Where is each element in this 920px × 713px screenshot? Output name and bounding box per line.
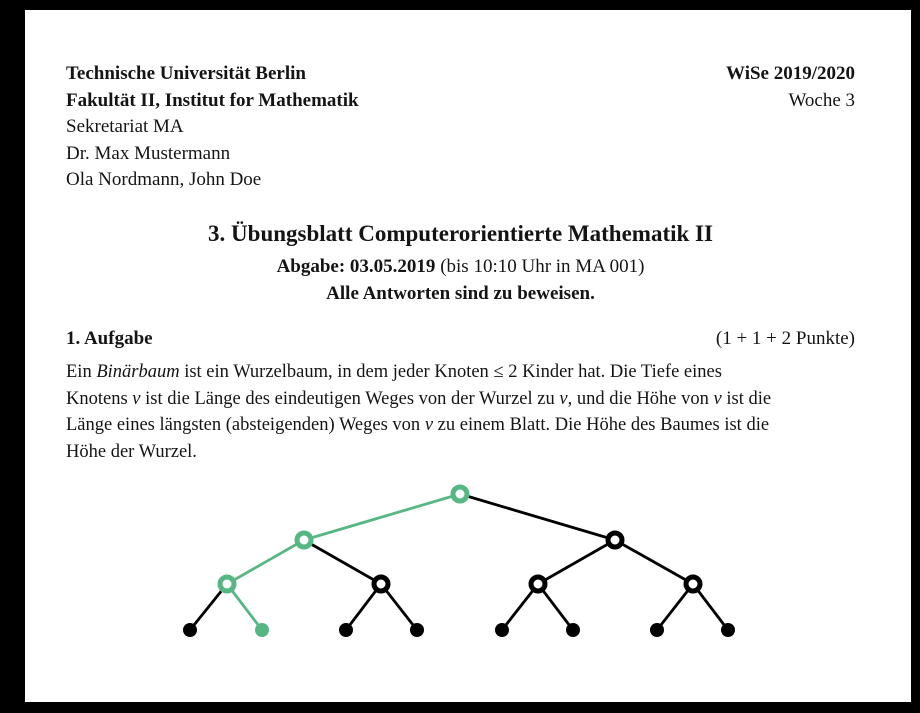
due-date-bold: Abgabe: 03.05.2019 xyxy=(276,256,436,277)
tree-node-lr xyxy=(374,577,388,591)
header-institution: Technische Universität Berlin xyxy=(66,63,306,84)
text-segment: Höhe der Wurzel. xyxy=(66,441,197,462)
header-lecturer: Dr. Max Mustermann xyxy=(66,142,231,164)
binary-tree-figure xyxy=(25,10,911,702)
tree-node-rll xyxy=(495,623,509,637)
header-faculty: Fakultät II, Institut for Mathematik xyxy=(66,89,359,111)
header-assistants: Ola Nordmann, John Doe xyxy=(66,169,262,190)
tree-node-rrr xyxy=(721,623,735,637)
due-date-details: (bis 10:10 Uhr in MA 001) xyxy=(435,256,645,277)
tree-node-ll xyxy=(220,577,234,591)
tree-edge-r-rr xyxy=(615,540,693,584)
tree-node-rr xyxy=(686,577,700,591)
tree-edge-l-lr xyxy=(304,540,381,584)
tree-node-lrr xyxy=(410,623,424,637)
text-segment: ist die xyxy=(721,388,772,409)
header-office: Sekretariat MA xyxy=(66,116,184,137)
tree-node-rrl xyxy=(650,623,664,637)
exercise-points: (1 + 1 + 2 Punkte) xyxy=(715,328,855,349)
tree-node-rlr xyxy=(566,623,580,637)
exercise-sheet-page xyxy=(25,10,911,702)
text-segment-italic: v xyxy=(713,388,722,409)
header-week: Woche 3 xyxy=(788,89,855,111)
header-semester: WiSe 2019/2020 xyxy=(726,63,855,84)
text-segment: Knotens xyxy=(66,388,133,409)
tree-node-r xyxy=(608,533,622,547)
exercise-heading: 1. Aufgabe xyxy=(66,328,153,349)
tree-node-lrl xyxy=(339,623,353,637)
proof-note: Alle Antworten sind zu beweisen. xyxy=(326,283,595,304)
text-segment-italic: Binärbaum xyxy=(96,362,180,382)
tree-edge-l-ll xyxy=(227,540,304,584)
text-segment-italic: v xyxy=(424,415,434,436)
tree-edge-root-r xyxy=(460,494,615,540)
sheet-title: 3. Übungsblatt Computerorientierte Mathematik II xyxy=(208,221,713,246)
tree-edge-root-l xyxy=(304,494,460,540)
tree-node-rl xyxy=(531,577,545,591)
text-segment: Länge eines längsten (absteigenden) Weges von xyxy=(66,415,425,436)
text-segment: ist die Länge des eindeutigen Weges von der Wurzel zu xyxy=(140,388,560,409)
tree-edge-r-rl xyxy=(538,540,615,584)
tree-node-lll xyxy=(183,623,197,637)
tree-node-root xyxy=(453,487,467,501)
text-segment: Ein xyxy=(66,362,97,382)
tree-node-l xyxy=(297,533,311,547)
text-segment-italic: v xyxy=(559,388,568,409)
text-segment: zu einem Blatt. Die Höhe des Baumes ist die xyxy=(433,415,770,436)
text-segment-italic: v xyxy=(132,388,141,409)
text-segment: ist ein Wurzelbaum, in dem jeder Knoten ≤ 2 Kinder hat. Die Tiefe eines xyxy=(179,362,722,382)
tree-node-llr xyxy=(255,623,269,637)
text-segment: , und die Höhe von xyxy=(567,388,714,409)
